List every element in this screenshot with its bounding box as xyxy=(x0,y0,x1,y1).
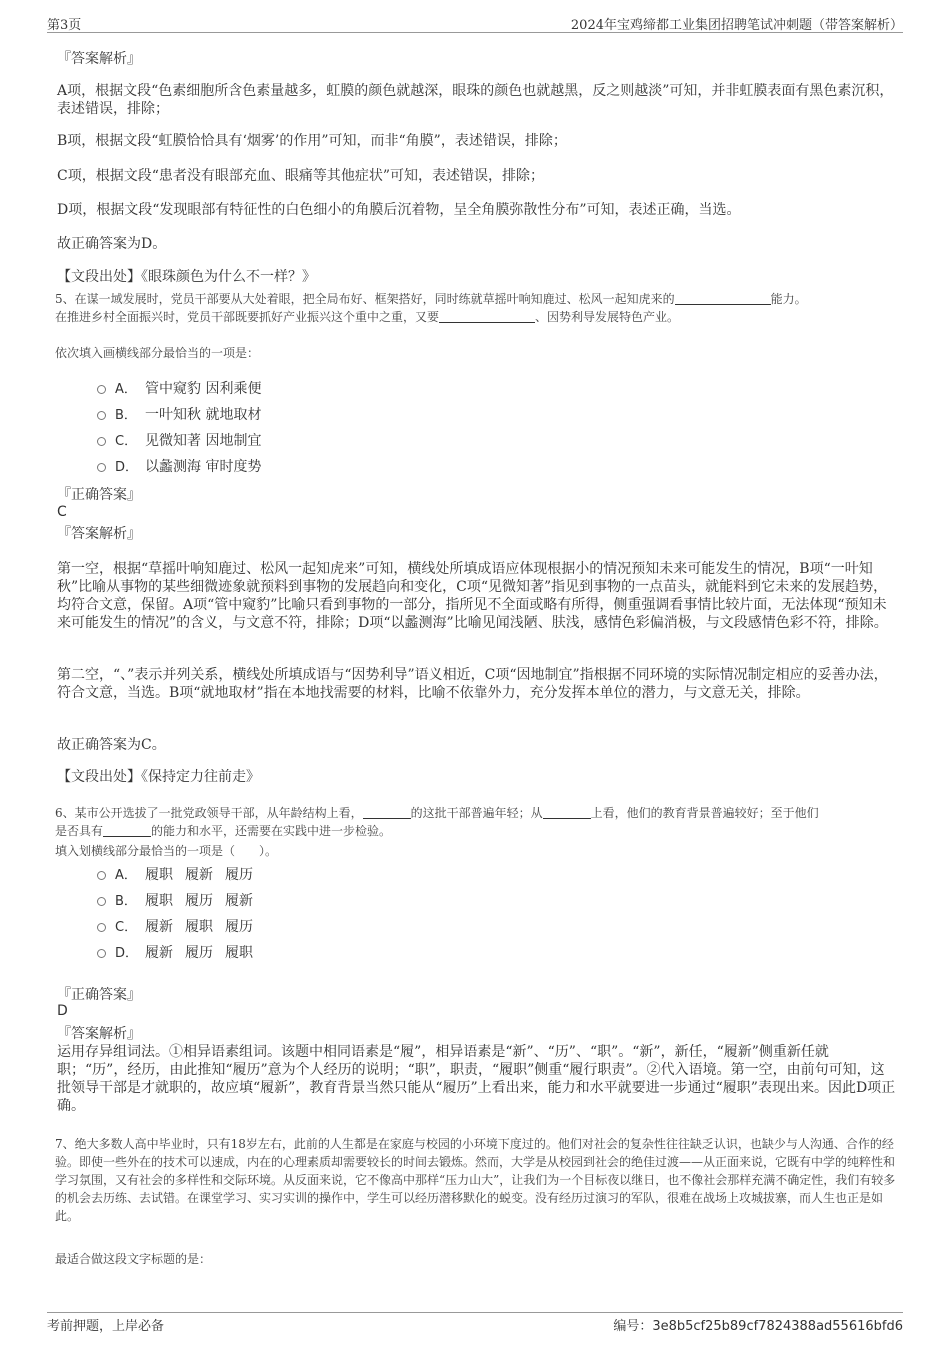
q6-stem: 6、某市公开选拔了一批党政领导干部，从年龄结构上看， 的这批干部普遍年轻；从 上看，他们的教育背景普遍较好；至于他们 是否具有 的能力和水平，还需要在实践中进一步检验。 xyxy=(55,806,819,838)
q6-option-c[interactable]: C． 履新 履职 履历 xyxy=(97,918,253,937)
q5-option-b[interactable]: B． 一叶知秋 就地取材 xyxy=(97,406,261,425)
q5-analysis-label: 『答案解析』 xyxy=(57,526,141,542)
radio-icon[interactable] xyxy=(97,385,106,394)
radio-icon[interactable] xyxy=(97,437,106,446)
q5-blank-2 xyxy=(439,310,535,323)
q4-analysis-label: 『答案解析』 xyxy=(57,51,141,67)
q7-prompt: 最适合做这段文字标题的是： xyxy=(55,1252,212,1266)
radio-icon[interactable] xyxy=(97,463,106,472)
q5-option-d[interactable]: D． 以蠡测海 审时度势 xyxy=(97,458,261,477)
q5-line1-b: 能力。 xyxy=(770,292,807,306)
document-id: 编号：3e8b5cf25b89cf7824388ad55616bfd6 xyxy=(613,1319,903,1334)
q6-analysis: 运用存异组词法。①相异语素组词。该题中相同语素是“履”，相异语素是“新”、“历”、“职”。“新”，新任，“履新”侧重新任就职；“历”，经历，由此推知“履历”意为个人经历的说明；“职”，职责，“履职”侧重“履行职责”。②代入语境。第一空，由前句可知，这批领导干部是才就职的，故应填“履新”，教育背景当然只能从“履历”上看出来，能力和水平就要进一步通过“履职”表现出来。因此D项正确。 xyxy=(57,1044,896,1114)
q5-line2-b: 、因势利导发展特色产业。 xyxy=(535,310,680,324)
q5-stem xyxy=(55,290,900,326)
q4-analysis-a: A项，根据文段“色素细胞所含色素量越多，虹膜的颜色就越深，眼珠的颜色也就越黑，反之则越淡”可知，并非虹膜表面有黑色素沉积，表述错误，排除； xyxy=(57,83,894,117)
radio-icon[interactable] xyxy=(97,897,106,906)
q5-line1-a: 5、在谋一域发展时，党员干部要从大处着眼，把全局布好、框架搭好，同时练就草摇叶响知鹿过、松风一起知虎来的 xyxy=(55,292,675,306)
q6-blank-1 xyxy=(363,806,411,819)
q6-option-d[interactable]: D． 履新 履历 履职 xyxy=(97,944,253,963)
q7-stem: 7、绝大多数人高中毕业时，只有18岁左右，此前的人生都是在家庭与校园的小环境下度过的。他们对社会的复杂性往往缺乏认识，也缺少与人沟通、合作的经验。即使一些外在的技术可以速成，内在的心理素质却需要较长的时间去锻炼。然而，大学是从校园到社会的绝佳过渡——从正面来说，它既有中学的纯粹性和学习氛围，又有社会的多样性和交际环境。从反面来说，它不像高中那样“压力山大”，让我们为一个目标夜以继日，也不像社会那样充满不确定性，我们有较多的机会去历练、去试错。在课堂学习、实习实训的操作中，学生可以经历潜移默化的蜕变。没有经历过演习的军队，很难在战场上攻城拔寨，而人生也正是如此。 xyxy=(55,1137,896,1223)
q6-correct-answer: D xyxy=(57,1003,68,1019)
q6-blank-2 xyxy=(543,806,591,819)
document-title: 2024年宝鸡缔都工业集团招聘笔试冲刺题（带答案解析） xyxy=(570,18,903,33)
q5-analysis-p2: 第二空，“、”表示并列关系，横线处所填成语与“因势利导”语义相近，C项“因地制宜”指根据不同环境的实际情况制定相应的妥善办法，符合文意，当选。B项“就地取材”指在本地找需要的材料，比喻不依靠外力，充分发挥本单位的潜力，与文意无关，排除。 xyxy=(57,667,888,701)
radio-icon[interactable] xyxy=(97,949,106,958)
q4-conclusion: 故正确答案为D。 xyxy=(57,236,167,252)
q6-blank-3 xyxy=(103,824,151,837)
radio-icon[interactable] xyxy=(97,411,106,420)
q5-option-c[interactable]: C． 见微知著 因地制宜 xyxy=(97,432,261,451)
q5-line2-a: 在推进乡村全面振兴时，党员干部既要抓好产业振兴这个重中之重，又要 xyxy=(55,310,440,324)
header-divider xyxy=(47,32,903,33)
q4-analysis-d: D项，根据文段“发现眼部有特征性的白色细小的角膜后沉着物，呈全角膜弥散性分布”可知，表述正确，当选。 xyxy=(57,202,741,218)
q5-correct-label: 『正确答案』 xyxy=(57,487,141,503)
radio-icon[interactable] xyxy=(97,923,106,932)
q5-analysis-p1: 第一空，根据“草摇叶响知鹿过、松风一起知虎来”可知，横线处所填成语应体现根据小的情况预知未来可能发生的情况，B项“一叶知秋”比喻从事物的某些细微迹象就预料到事物的发展趋向和变化，C项“见微知著”指见到事物的一点苗头，就能料到它未来的发展趋势，均符合文意，保留。A项“管中窥豹”比喻只看到事物的一部分，指所见不全面或略有所得，侧重强调看事情比较片面，无法体现“预知未来可能发生的情况”的含义，与文意不符，排除；D项“以蠡测海”比喻见闻浅陋、肤浅，感情色彩偏消极，与文段感情色彩不符，排除。 xyxy=(57,561,888,631)
q6-option-b[interactable]: B． 履职 履历 履新 xyxy=(97,892,253,911)
q6-analysis-label: 『答案解析』 xyxy=(57,1026,141,1042)
footer-divider xyxy=(47,1312,903,1313)
page-number: 第3页 xyxy=(47,18,82,33)
q6-prompt: 填入划横线部分最恰当的一项是（ ）。 xyxy=(55,844,278,858)
radio-icon[interactable] xyxy=(97,871,106,880)
q4-analysis-c: C项，根据文段“患者没有眼部充血、眼痛等其他症状”可知，表述错误，排除； xyxy=(57,168,545,184)
q5-option-a[interactable]: A． 管中窥豹 因利乘便 xyxy=(97,380,261,399)
q6-correct-label: 『正确答案』 xyxy=(57,987,141,1003)
q5-correct-answer: C xyxy=(57,504,67,520)
q5-source: 【文段出处】《保持定力往前走》 xyxy=(57,769,260,785)
footer-slogan: 考前押题，上岸必备 xyxy=(47,1319,165,1334)
q5-blank-1 xyxy=(675,292,771,305)
q4-source: 【文段出处】《眼珠颜色为什么不一样？》 xyxy=(57,269,316,285)
q5-conclusion: 故正确答案为C。 xyxy=(57,737,166,753)
q4-analysis-b: B项，根据文段“虹膜恰恰具有‘烟雾’的作用”可知，而非“角膜”，表述错误，排除； xyxy=(57,133,567,149)
q5-prompt: 依次填入画横线部分最恰当的一项是： xyxy=(55,346,260,360)
q6-option-a[interactable]: A． 履职 履新 履历 xyxy=(97,866,253,885)
